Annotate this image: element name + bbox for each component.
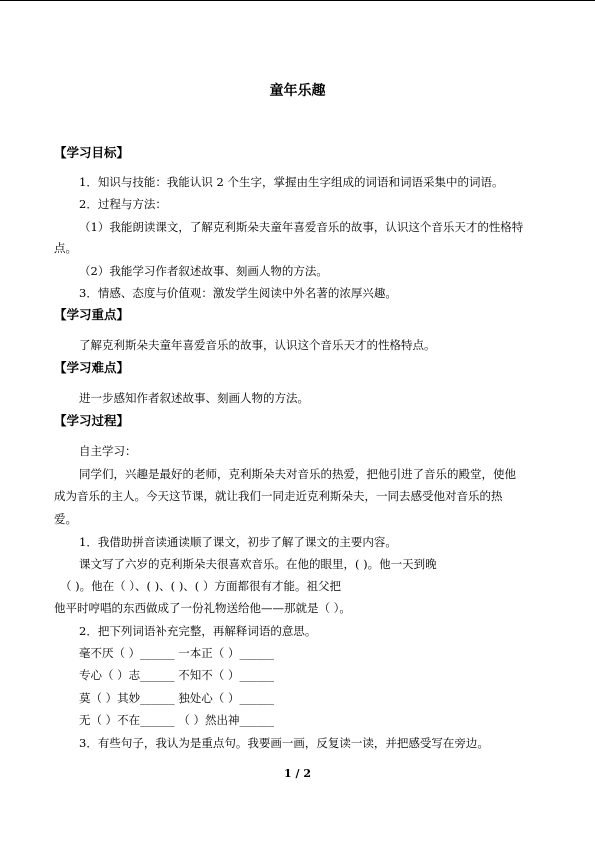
heading-difficulty: 【学习难点】 [54, 360, 130, 375]
self-study-label: 自主学习： [79, 444, 137, 458]
heading-key-points: 【学习重点】 [54, 307, 130, 322]
word-row-4: 无（ ）不在______ （ ）然出神______ [79, 713, 274, 727]
question-1-line2: （ )。他在（ ）、( )、( )、( ）方面都很有才能。祖父把 [60, 579, 341, 593]
goal-2b: （2）我能学习作者叙述故事、刻画人物的方法。 [79, 264, 328, 278]
key-points-text: 了解克利斯朵夫童年喜爱音乐的故事，认识这个音乐天才的性格特点。 [79, 338, 436, 352]
heading-process: 【学习过程】 [54, 413, 130, 428]
intro-line1: 同学们，兴趣是最好的老师，克利斯朵夫对音乐的热爱，把他引进了音乐的殿堂，使他 [79, 467, 516, 481]
question-1-line1: 课文写了六岁的克利斯朵夫很喜欢音乐。在他的眼里，( )。他一天到晚 [79, 557, 437, 571]
question-3: 3．有些句子，我认为是重点句。我要画一画，反复读一读，并把感受写在旁边。 [79, 736, 489, 750]
word-row-2: 专心（ ）志______ 不知不（ ）______ [79, 668, 274, 682]
question-2: 2．把下列词语补充完整，再解释词语的意思。 [79, 624, 317, 638]
intro-line3: 爱。 [54, 512, 77, 526]
goal-3: 3．情感、态度与价值观：激发学生阅读中外名著的浓厚兴趣。 [79, 286, 397, 300]
question-1: 1．我借助拼音读通读顺了课文，初步了解了课文的主要内容。 [79, 535, 397, 549]
difficulty-text: 进一步感知作者叙述故事、刻画人物的方法。 [79, 391, 309, 405]
word-row-3: 莫（ ）其妙______ 独处心（ ）______ [79, 691, 274, 705]
goal-2a-line2: 点。 [54, 241, 77, 255]
top-border-line [0, 0, 595, 1]
goal-2a-line1: （1）我能朗读课文，了解克利斯朵夫童年喜爱音乐的故事，认识这个音乐天才的性格特 [79, 220, 524, 234]
intro-line2: 成为音乐的主人。今天这节课，就让我们一同走近克利斯朵夫，一同去感受他对音乐的热 [54, 489, 503, 503]
goal-1: 1．知识与技能：我能认识 2 个生字，掌握由生字组成的词语和词语采集中的词语。 [79, 175, 504, 189]
page-title: 童年乐趣 [269, 83, 326, 99]
goal-2: 2．过程与方法： [79, 197, 167, 211]
page-number: 1 / 2 [284, 767, 311, 780]
question-1-line3: 他平时哼唱的东西做成了一份礼物送给他——那就是（ ）。 [54, 601, 351, 615]
heading-goals: 【学习目标】 [54, 145, 130, 160]
word-row-1: 毫不厌（ ）______ 一本正（ ）______ [79, 646, 274, 660]
